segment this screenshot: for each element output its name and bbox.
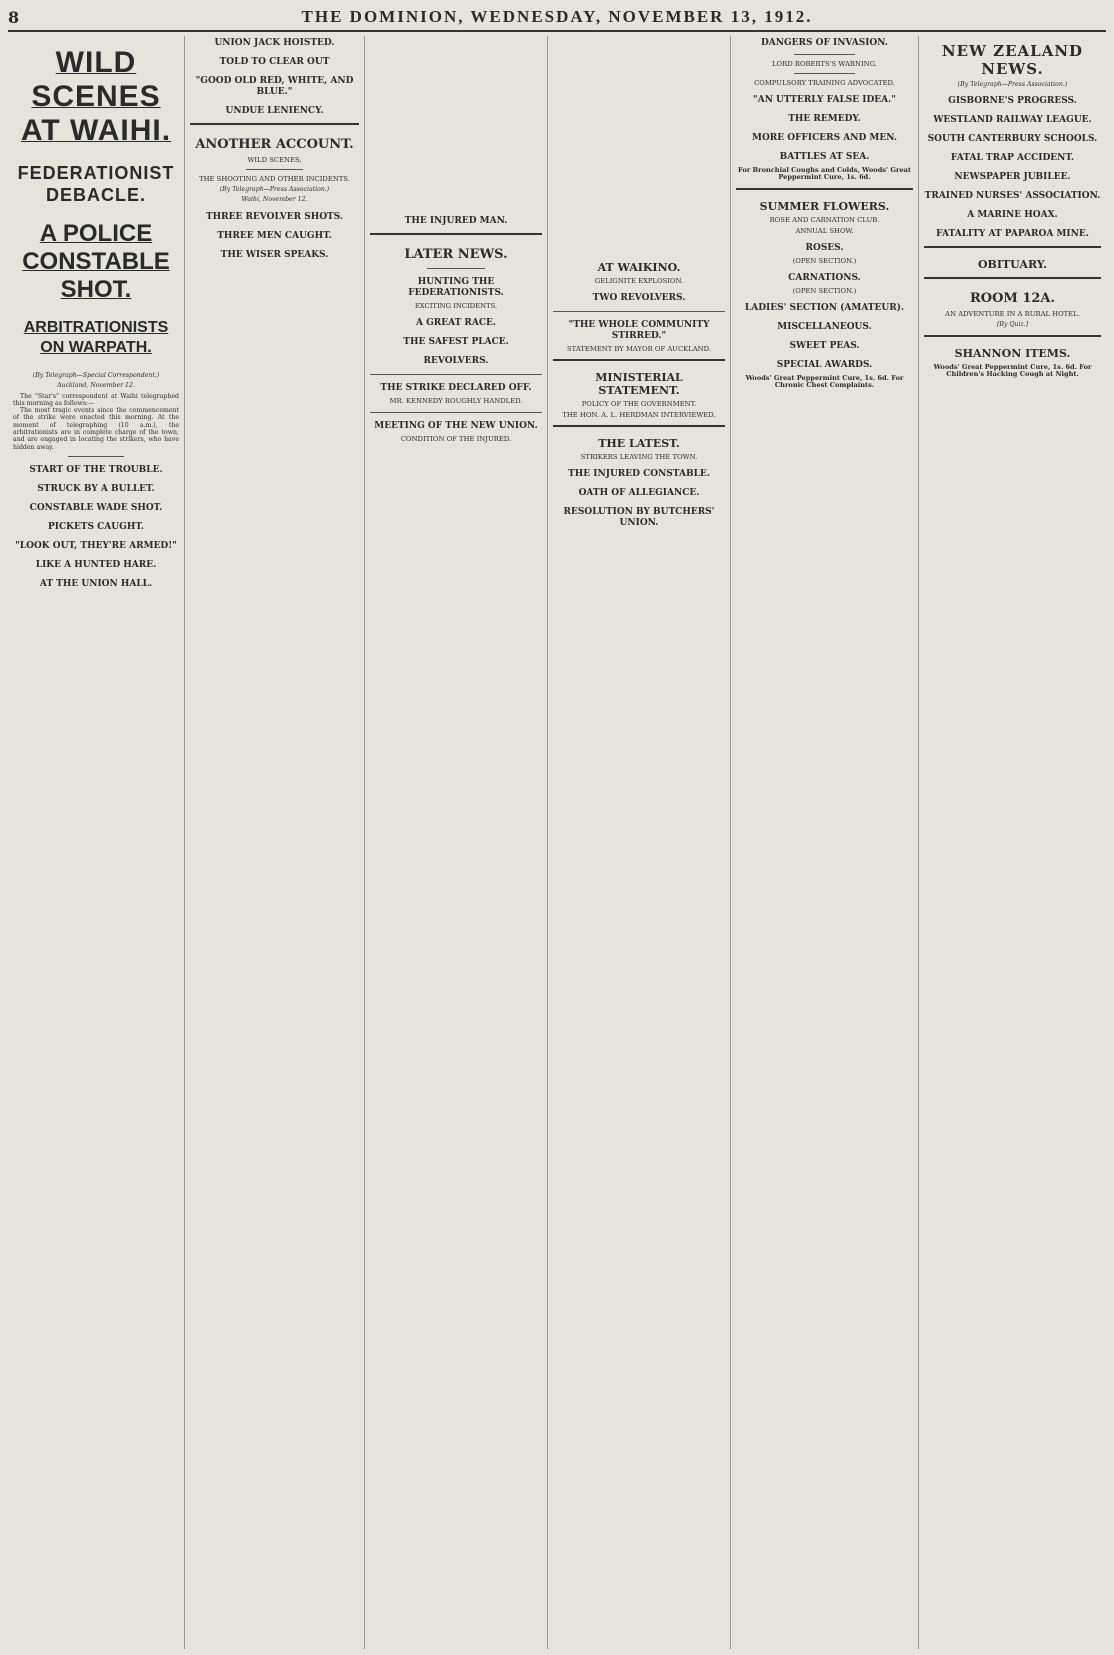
section-heading: THE REMEDY. — [788, 114, 861, 124]
article-subheading: ANNUAL SHOW. — [795, 226, 854, 235]
section-heading: THREE MEN CAUGHT. — [217, 230, 332, 241]
article-subheading: COMPULSORY TRAINING ADVOCATED. — [754, 79, 895, 87]
article-subheading: (OPEN SECTION.) — [792, 286, 857, 295]
section-heading: THE INJURED MAN. — [404, 216, 508, 226]
article-subheading: CONDITION OF THE INJURED. — [400, 435, 512, 443]
section-heading: OATH OF ALLEGIANCE. — [578, 488, 700, 498]
section-heading: CONSTABLE WADE SHOT. — [29, 502, 163, 513]
section-heading: PICKETS CAUGHT. — [47, 521, 144, 532]
article-headline: "THE WHOLE COMMUNITY STIRRED." — [568, 320, 710, 341]
article-subheading: ROSE AND CARNATION CLUB. — [769, 215, 880, 224]
article-headline: ANOTHER ACCOUNT. — [195, 137, 354, 152]
section-heading: LIKE A HUNTED HARE. — [35, 559, 157, 570]
section-heading: RESOLUTION BY BUTCHERS' UNION. — [563, 507, 715, 528]
section-heading: TOLD TO CLEAR OUT — [219, 57, 330, 67]
section-heading: "LOOK OUT, THEY'RE ARMED!" — [15, 540, 177, 551]
article-headline: MINISTERIAL STATEMENT. — [595, 371, 683, 397]
section-heading: STRUCK BY A BULLET. — [37, 483, 155, 494]
section-heading: SOUTH CANTERBURY SCHOOLS. — [927, 134, 1098, 145]
byline: [By Quiz.] — [996, 321, 1029, 329]
article-subheading: EXCITING INCIDENTS. — [414, 302, 498, 310]
dateline: Waihi, November 12. — [241, 196, 308, 204]
section-heading: THREE REVOLVER SHOTS. — [205, 211, 344, 222]
article-headline: NEW ZEALAND NEWS. — [941, 42, 1084, 78]
article-subheading: MR. KENNEDY ROUGHLY HANDLED. — [389, 397, 523, 405]
section-heading: UNION JACK HOISTED. — [214, 38, 335, 48]
headline-arbitrationists: ARBITRATIONISTS ON WARPATH. — [23, 319, 169, 356]
section-heading: START OF THE TROUBLE. — [29, 464, 163, 475]
page-columns — [8, 36, 1106, 1649]
article-paragraph: The "Star's" correspondent at Waihi telegraphed this morning as follows:— — [13, 392, 179, 407]
section-heading: LADIES' SECTION (AMATEUR). — [744, 302, 905, 313]
article-subheading: WILD SCENES. — [247, 156, 302, 164]
article-subheading: GELIGNITE EXPLOSION. — [594, 277, 684, 285]
section-heading: REVOLVERS. — [423, 356, 489, 366]
section-heading: A MARINE HOAX. — [967, 210, 1058, 221]
byline: (By Telegraph—Special Correspondent.) — [32, 372, 160, 379]
article-headline: LATER NEWS. — [404, 247, 508, 262]
section-heading: ROSES. — [805, 242, 844, 253]
section-heading: FATAL TRAP ACCIDENT. — [950, 153, 1075, 164]
article-headline: THE STRIKE DECLARED OFF. — [380, 383, 532, 393]
section-heading: "GOOD OLD RED, WHITE, AND BLUE." — [195, 76, 354, 97]
section-heading: AT THE UNION HALL. — [39, 578, 153, 589]
section-heading: BATTLES AT SEA. — [779, 152, 870, 162]
article-subheading: LORD ROBERTS'S WARNING. — [772, 60, 877, 68]
article-subheading: STATEMENT BY MAYOR OF AUCKLAND. — [567, 345, 711, 353]
column-5 — [731, 36, 919, 1649]
section-heading: WESTLAND RAILWAY LEAGUE. — [933, 115, 1092, 126]
article-headline: MEETING OF THE NEW UNION. — [374, 421, 538, 431]
article-subheading: STRIKERS LEAVING THE TOWN. — [580, 453, 698, 461]
headline-constable-shot: A POLICE CONSTABLE SHOT. — [22, 220, 170, 303]
section-heading: MISCELLANEOUS. — [777, 321, 872, 332]
section-heading: TWO REVOLVERS. — [592, 293, 686, 303]
article-subheading: (OPEN SECTION.) — [792, 256, 857, 265]
advertisement: For Bronchial Coughs and Colds, Woods' Great Peppermint Cure, 1s. 6d. — [738, 166, 911, 182]
dateline: Auckland, November 12. — [57, 382, 135, 390]
advertisement: Woods' Great Peppermint Cure, 1s. 6d. For Chronic Chest Complaints. — [745, 373, 904, 389]
section-heading: A GREAT RACE. — [415, 318, 497, 328]
article-subheading: THE SHOOTING AND OTHER INCIDENTS. — [199, 175, 350, 183]
headline-federationist: FEDERATIONIST DEBACLE. — [17, 163, 175, 205]
section-heading: MORE OFFICERS AND MEN. — [752, 133, 897, 143]
article-headline: SHANNON ITEMS. — [954, 346, 1071, 360]
page-number: 8 — [8, 7, 20, 27]
section-heading: CARNATIONS. — [788, 272, 861, 283]
column-1 — [8, 36, 185, 1649]
article-headline: ROOM 12A. — [969, 291, 1056, 307]
article-headline: THE LATEST. — [598, 437, 680, 450]
column-2 — [185, 36, 365, 1649]
article-subheading: THE HON. A. L. HERDMAN INTERVIEWED. — [562, 411, 716, 419]
article-headline: OBITUARY. — [977, 258, 1048, 272]
article-subheading: AN ADVENTURE IN A RURAL HOTEL. — [945, 310, 1080, 319]
section-heading: NEWSPAPER JUBILEE. — [954, 172, 1071, 183]
article-headline: AT WAIKINO. — [597, 261, 681, 274]
masthead — [8, 4, 1106, 32]
byline: (By Telegraph—Press Association.) — [957, 81, 1068, 88]
article-subheading: POLICY OF THE GOVERNMENT. — [581, 400, 697, 408]
article-headline: DANGERS OF INVASION. — [760, 38, 889, 48]
article-headline: SUMMER FLOWERS. — [759, 199, 890, 213]
section-heading: SPECIAL AWARDS. — [776, 359, 873, 370]
section-heading: THE WISER SPEAKS. — [220, 249, 329, 260]
advertisement: Woods' Great Peppermint Cure, 1s. 6d. For Children's Hacking Cough at Night. — [933, 362, 1092, 378]
section-heading: TRAINED NURSES' ASSOCIATION. — [924, 191, 1101, 202]
article-paragraph: The most tragic events since the commencement of the strike were enacted this morning. At the moment of telegraphing (10 a.m.), the arbitrationists are in complete charge of the town, and are engaged in locating the strikers, who have hidden away. — [13, 407, 179, 451]
section-heading: GISBORNE'S PROGRESS. — [948, 96, 1077, 107]
section-heading: UNDUE LENIENCY. — [225, 106, 324, 116]
column-4 — [548, 36, 731, 1649]
byline: (By Telegraph—Press Association.) — [219, 186, 330, 193]
article-headline: HUNTING THE FEDERATIONISTS. — [408, 277, 504, 298]
section-heading: "AN UTTERLY FALSE IDEA." — [753, 95, 896, 105]
section-heading: THE SAFEST PLACE. — [403, 337, 509, 347]
newspaper-title: THE DOMINION, WEDNESDAY, NOVEMBER 13, 1912. — [301, 7, 813, 26]
section-heading: SWEET PEAS. — [789, 340, 860, 351]
column-3 — [365, 36, 548, 1649]
section-heading: FATALITY AT PAPAROA MINE. — [936, 229, 1089, 240]
main-headline: WILD SCENES AT WAIHI. — [20, 46, 172, 147]
section-heading: THE INJURED CONSTABLE. — [568, 469, 710, 479]
column-6 — [919, 36, 1106, 1649]
